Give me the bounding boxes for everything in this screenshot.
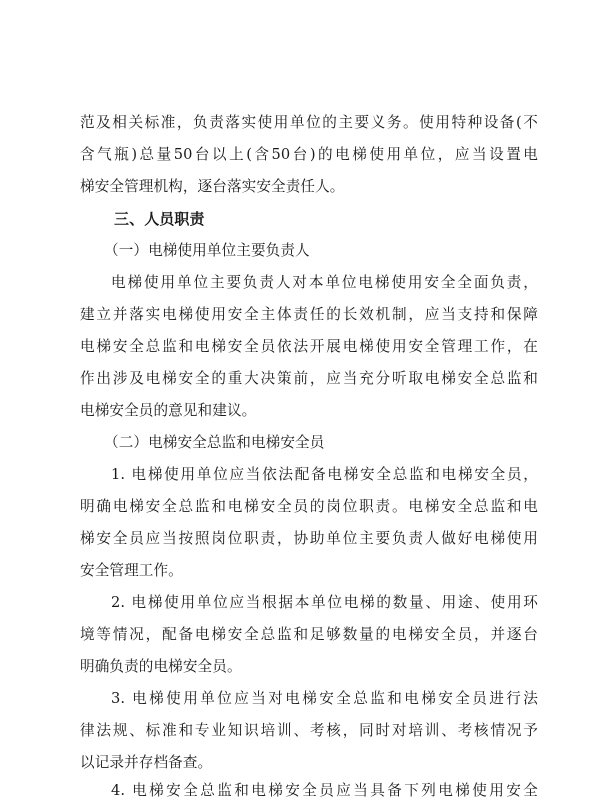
paragraph-line: 含气瓶)总量50台以上(含50台)的电梯使用单位，应当设置电 xyxy=(80,146,538,163)
paragraph-line: 3. 电梯使用单位应当对电梯安全总监和电梯安全员进行法 xyxy=(111,690,538,707)
paragraph-line: 律法规、标准和专业知识培训、考核，同时对培训、考核情况予 xyxy=(80,722,538,739)
paragraph-line: 境等情况，配备电梯安全总监和足够数量的电梯安全员，并逐台 xyxy=(80,626,538,643)
subsection-heading: （二）电梯安全总监和电梯安全员 xyxy=(104,434,325,451)
paragraph-line: 1. 电梯使用单位应当依法配备电梯安全总监和电梯安全员， xyxy=(111,466,538,483)
paragraph-line: 作出涉及电梯安全的重大决策前，应当充分听取电梯安全总监和 xyxy=(80,370,538,387)
paragraph-line: 电梯使用单位主要负责人对本单位电梯使用安全全面负责， xyxy=(111,274,538,291)
paragraph-line: 梯安全员应当按照岗位职责，协助单位主要负责人做好电梯使用 xyxy=(80,530,538,547)
section-heading: 三、人员职责 xyxy=(114,210,205,228)
subsection-heading: （一）电梯使用单位主要负责人 xyxy=(104,242,310,259)
paragraph-line: 建立并落实电梯使用安全主体责任的长效机制，应当支持和保障 xyxy=(80,306,538,323)
paragraph-line: 电梯安全总监和电梯安全员依法开展电梯使用安全管理工作，在 xyxy=(80,338,538,355)
paragraph-line: 2. 电梯使用单位应当根据本单位电梯的数量、用途、使用环 xyxy=(111,594,538,611)
paragraph-line: 范及相关标准，负责落实使用单位的主要义务。使用特种设备(不 xyxy=(80,114,538,131)
paragraph-line: 以记录并存档备查。 xyxy=(80,754,213,771)
paragraph-line: 明确负责的电梯安全员。 xyxy=(80,658,242,675)
paragraph-line: 梯安全管理机构，逐台落实安全责任人。 xyxy=(80,178,345,195)
paragraph-line: 4. 电梯安全总监和电梯安全员应当具备下列电梯使用安全 xyxy=(111,782,538,799)
paragraph-line: 安全管理工作。 xyxy=(80,562,183,579)
paragraph-line: 电梯安全员的意见和建议。 xyxy=(80,402,257,419)
paragraph-line: 明确电梯安全总监和电梯安全员的岗位职责。电梯安全总监和电 xyxy=(80,498,538,515)
